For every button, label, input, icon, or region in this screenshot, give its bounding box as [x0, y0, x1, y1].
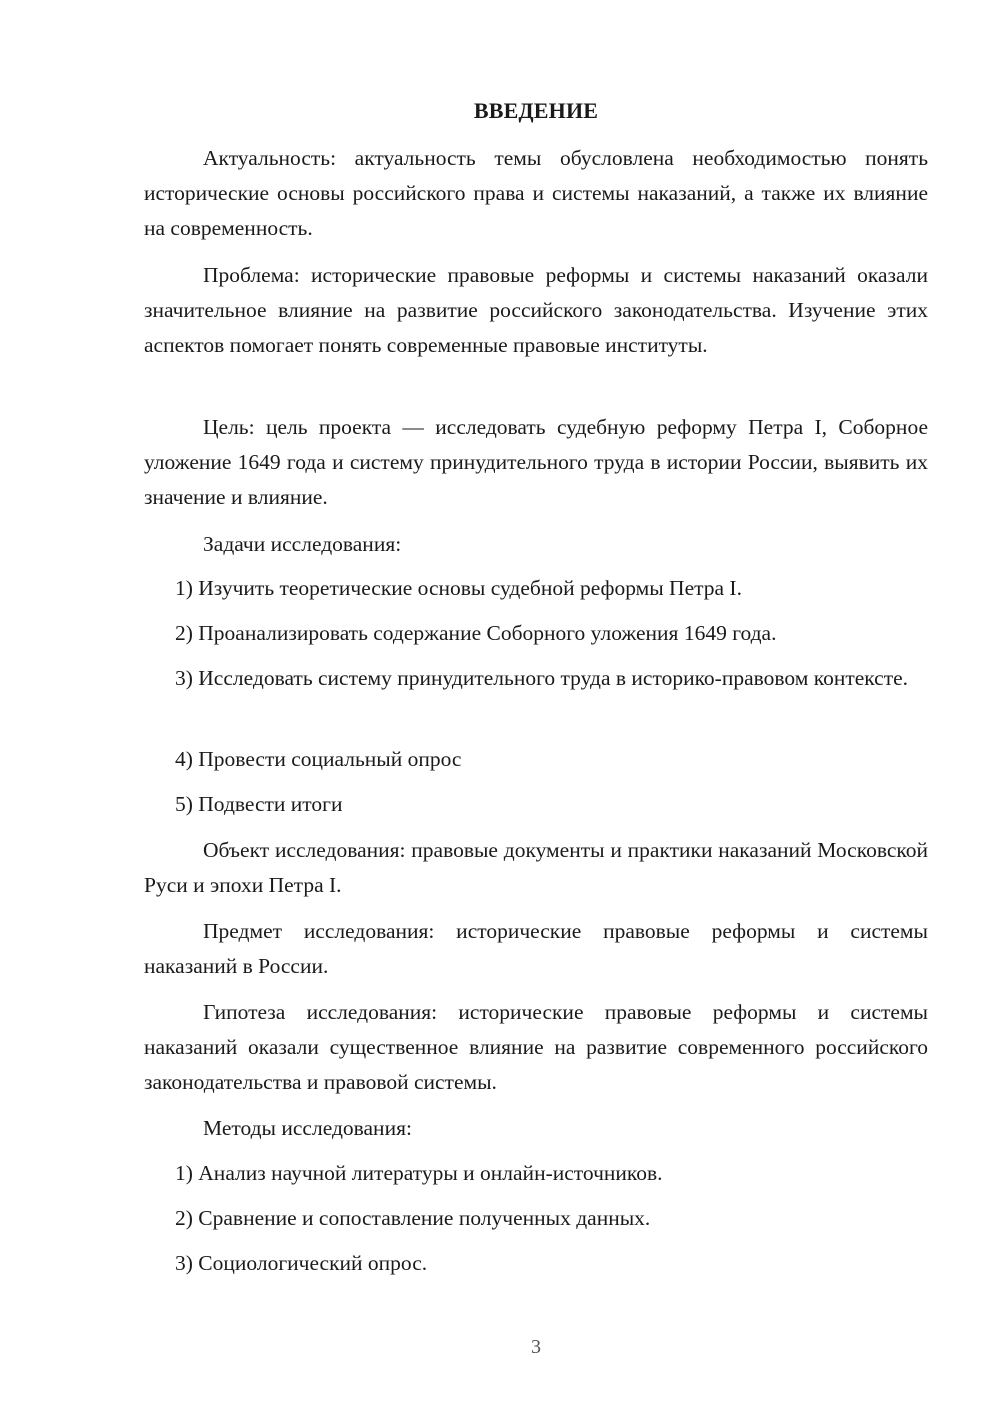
methods-heading: Методы исследования: [203, 1116, 412, 1140]
subject-paragraph: Предмет исследования: исторические правовые реформы и системы наказаний в России. [144, 919, 928, 978]
task-item-3: 3) Исследовать систему принудительного труда в историко-правовом контексте. [175, 666, 909, 690]
task-item-2: 2) Проанализировать содержание Соборного уложения 1649 года. [175, 621, 777, 645]
goal-paragraph: Цель: цель проекта — исследовать судебную реформу Петра I, Соборное уложение 1649 года и систему принудительного труда в истории России, выявить их значение и влияние. [144, 415, 928, 509]
section-title: ВВЕДЕНИЕ [473, 98, 599, 123]
hypothesis-paragraph: Гипотеза исследования: исторические правовые реформы и системы наказаний оказали существенное влияние на развитие современного российского законодательства и правовой системы. [144, 1000, 928, 1094]
page-number: 3 [531, 1336, 541, 1358]
task-item-1: 1) Изучить теоретические основы судебной реформы Петра I. [175, 576, 742, 600]
problem-paragraph: Проблема: исторические правовые реформы и системы наказаний оказали значительное влияние на развитие российского законодательства. Изучение этих аспектов помогает понять современные правовые институты. [144, 263, 928, 357]
relevance-paragraph: Актуальность: актуальность темы обусловлена необходимостью понять исторические основы российского права и системы наказаний, а также их влияние на современность. [144, 146, 928, 240]
method-item-3: 3) Социологический опрос. [175, 1251, 428, 1275]
method-item-1: 1) Анализ научной литературы и онлайн-источников. [175, 1161, 663, 1185]
method-item-2: 2) Сравнение и сопоставление полученных данных. [175, 1206, 651, 1230]
task-item-4: 4) Провести социальный опрос [175, 747, 462, 771]
tasks-heading: Задачи исследования: [203, 532, 402, 556]
object-paragraph: Объект исследования: правовые документы и практики наказаний Московской Руси и эпохи Петра I. [144, 838, 928, 897]
task-item-5: 5) Подвести итоги [175, 792, 343, 816]
